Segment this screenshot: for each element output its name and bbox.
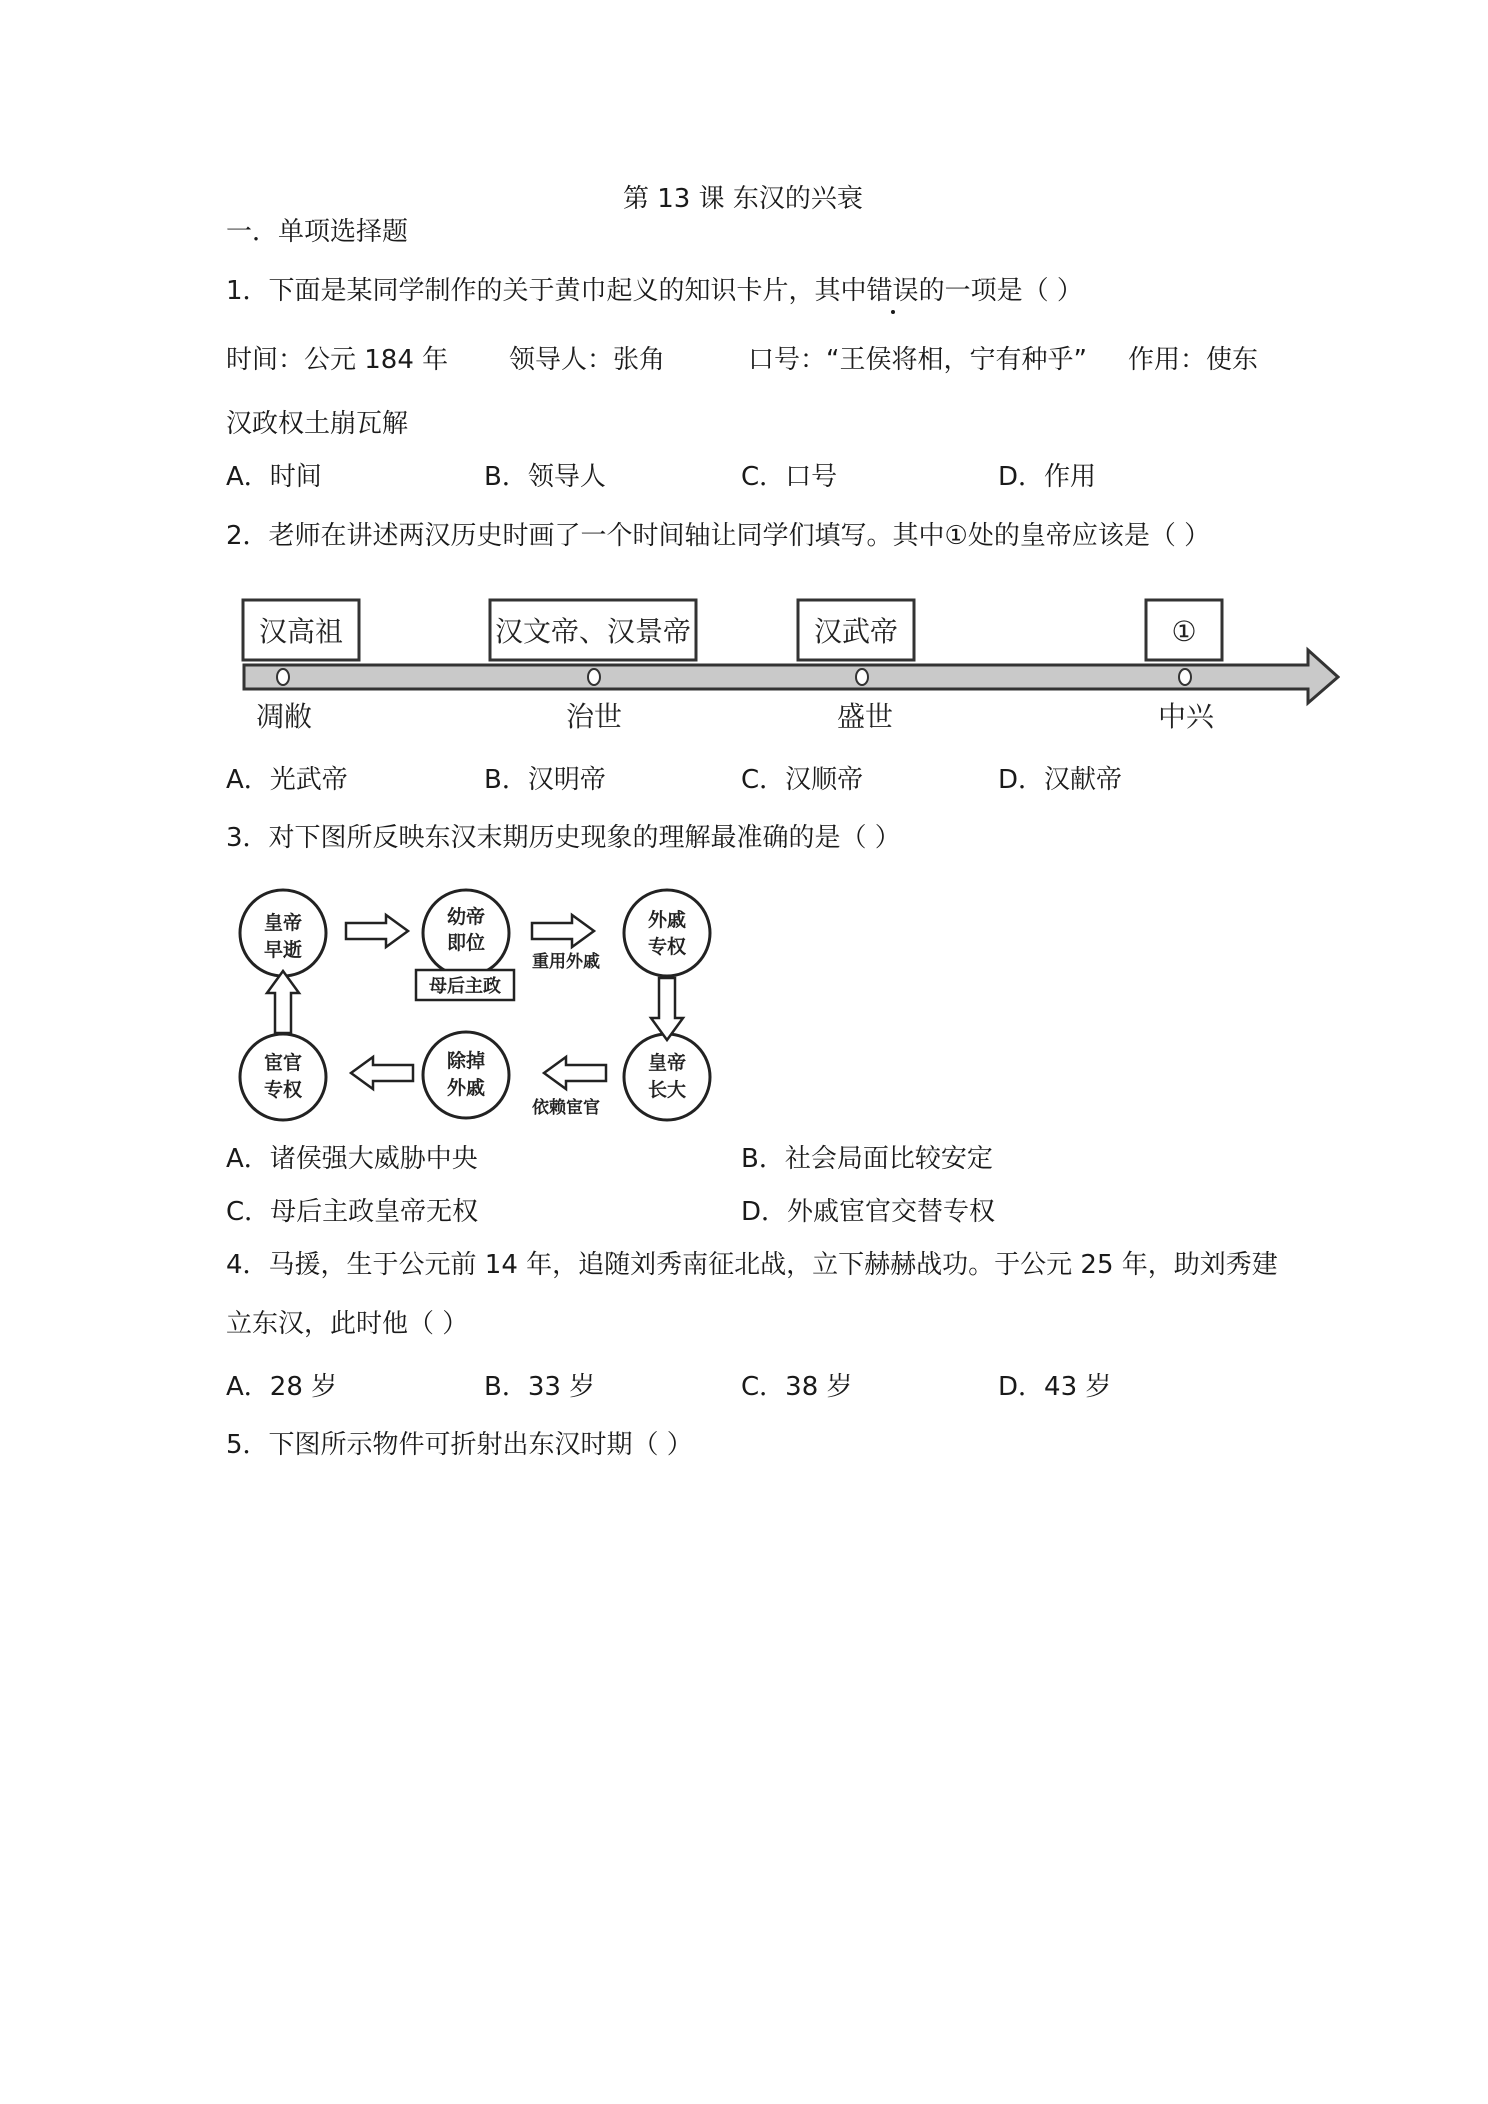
circle-3-line-1: 外戚 [647,909,687,931]
arrow-label-top: 重用外戚 [532,952,600,972]
timeline-label-4: 中兴 [1157,700,1215,733]
circle-3-line-2: 专权 [647,936,687,958]
section-heading: 一．单项选择题 [226,217,409,247]
timeline-figure [240,595,1340,735]
card-time: 时间：公元 184 年 [226,345,449,375]
circle-1-line-2: 早逝 [263,939,303,961]
q2-option-b[interactable]: B．汉明帝 [484,765,606,795]
question-1-stem-text: 1．下面是某同学制作的关于黄巾起义的知识卡片，其中 [226,276,867,306]
arrow-label-bottom: 依赖宦官 [532,1098,600,1118]
q3-option-c[interactable]: C．母后主政皇帝无权 [226,1197,479,1227]
timeline-label-1: 凋敝 [255,700,313,733]
diagram-circle-3 [624,890,710,976]
question-2-stem: 2．老师在讲述两汉历史时画了一个时间轴让同学们填写。其中①处的皇帝应该是（ ） [226,521,1211,551]
q1-option-b[interactable]: B．领导人 [484,462,606,492]
circle-5-line-1: 除掉 [446,1050,486,1072]
circle-5-line-2: 外戚 [446,1077,486,1099]
question-5-stem: 5．下图所示物件可折射出东汉时期（ ） [226,1430,693,1460]
q1-option-a[interactable]: A．时间 [226,462,322,492]
q2-option-a[interactable]: A．光武帝 [226,765,348,795]
arrow-4-to-5 [544,1057,606,1089]
circle-2-line-2: 即位 [446,932,486,954]
question-1-stem-tail: 的一项是（ ） [918,276,1083,306]
question-4-stem-continued: 立东汉，此时他（ ） [226,1309,469,1339]
timeline-label-2: 治世 [565,700,623,733]
q4-option-d[interactable]: D．43 岁 [998,1372,1112,1402]
card-effect: 作用：使东 [1128,345,1259,375]
arrow-1-to-2 [346,915,408,947]
arrow-2-to-3 [532,915,594,947]
timeline-marker-3 [856,669,868,685]
arrow-6-to-1 [267,971,299,1033]
q1-option-d[interactable]: D．作用 [998,462,1097,492]
card-leader: 领导人：张角 [509,345,666,375]
circle-6-line-2: 专权 [263,1079,303,1101]
arrow-3-to-4 [651,978,683,1040]
question-4-stem: 4．马援，生于公元前 14 年，追随刘秀南征北战，立下赫赫战功。于公元 25 年，助刘秀建 [226,1250,1278,1280]
diagram-circle-4 [624,1034,710,1120]
q4-option-c[interactable]: C．38 岁 [741,1372,853,1402]
timeline-box-3-label: 汉武帝 [813,615,899,648]
timeline-box-4-label: ① [1171,615,1197,648]
circle-6-line-1: 宦官 [263,1052,303,1074]
cycle-diagram [230,885,730,1125]
diagram-circle-5 [423,1032,509,1118]
arrow-5-to-6 [351,1057,413,1089]
circle-1-line-1: 皇帝 [263,912,303,934]
card-effect-continued: 汉政权土崩瓦解 [226,409,409,439]
timeline-marker-2 [588,669,600,685]
diagram-circle-6 [240,1034,326,1120]
q3-option-a[interactable]: A．诸侯强大威胁中央 [226,1144,478,1174]
circle-4-line-2: 长大 [647,1079,687,1101]
timeline-marker-4 [1179,669,1191,685]
q3-option-b[interactable]: B．社会局面比较安定 [741,1144,993,1174]
question-1-stem [226,276,1083,306]
q3-option-d[interactable]: D．外戚宦官交替专权 [741,1197,996,1227]
q1-option-c[interactable]: C．口号 [741,462,838,492]
q2-option-d[interactable]: D．汉献帝 [998,765,1123,795]
timeline-marker-1 [277,669,289,685]
q4-option-b[interactable]: B．33 岁 [484,1372,596,1402]
circle-4-line-1: 皇帝 [647,1052,687,1074]
diagram-box-label: 母后主政 [429,976,501,997]
timeline-label-3: 盛世 [836,700,894,733]
question-3-stem: 3．对下图所反映东汉末期历史现象的理解最准确的是（ ） [226,823,901,853]
timeline-box-1-label: 汉高祖 [258,615,344,648]
circle-2-line-1: 幼帝 [446,906,486,928]
question-1-emphasis: 错误 [866,276,919,306]
q4-option-a[interactable]: A．28 岁 [226,1372,338,1402]
page-title: 第 13 课 东汉的兴衰 [623,184,863,214]
timeline-box-2-label: 汉文帝、汉景帝 [494,615,692,648]
card-slogan: 口号：“王侯将相，宁有种乎” [748,345,1087,375]
q2-option-c[interactable]: C．汉顺帝 [741,765,864,795]
